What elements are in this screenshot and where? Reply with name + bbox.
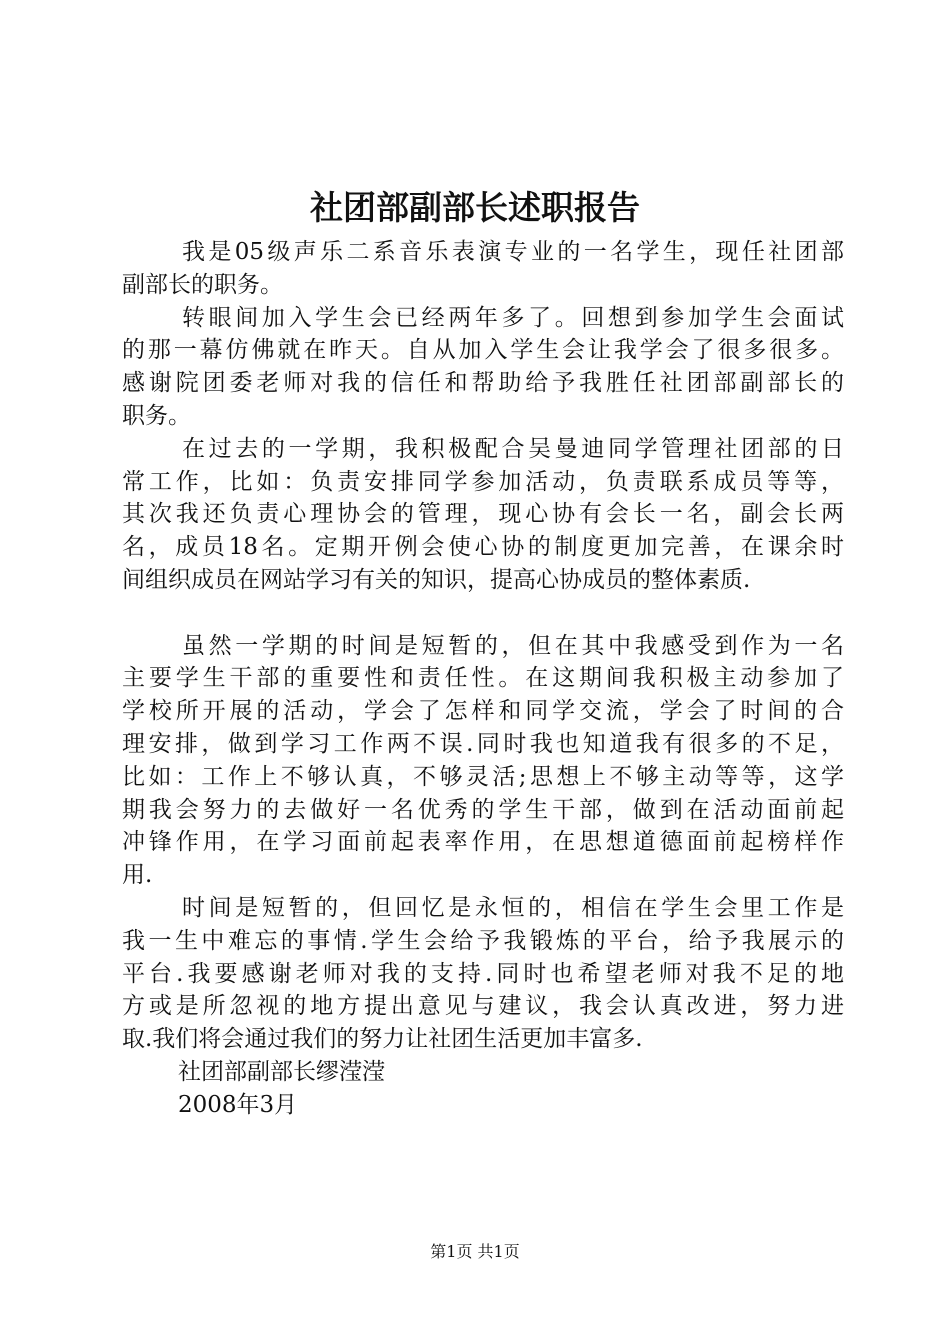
paragraph-line: 取.我们将会通过我们的努力让社团生活更加丰富多. xyxy=(122,1026,643,1053)
paragraph-line: 常工作，比如：负责安排同学参加活动，负责联系成员等等， xyxy=(122,468,844,495)
paragraph-line: 学校所开展的活动，学会了怎样和同学交流，学会了时间的合 xyxy=(122,698,844,725)
paragraph-line: 职务。 xyxy=(122,402,191,429)
document-title: 社团部副部长述职报告 xyxy=(310,188,640,227)
paragraph-line: 其次我还负责心理协会的管理，现心协有会长一名，副会长两 xyxy=(122,501,844,528)
paragraph-line: 感谢院团委老师对我的信任和帮助给予我胜任社团部副部长的 xyxy=(122,370,844,397)
paragraph-line: 时间是短暂的，但回忆是永恒的，相信在学生会里工作是 xyxy=(182,894,844,921)
paragraph-line: 用. xyxy=(122,862,153,889)
paragraph-closing xyxy=(122,892,844,1056)
paragraph-line: 的那一幕仿佛就在昨天。自从加入学生会让我学会了很多很多。 xyxy=(122,337,844,364)
paragraph-line: 在过去的一学期，我积极配合吴曼迪同学管理社团部的日 xyxy=(182,435,844,462)
paragraph-line: 名，成员18名。定期开例会使心协的制度更加完善，在课余时 xyxy=(122,534,844,561)
paragraph-line: 平台.我要感谢老师对我的支持.同时也希望老师对我不足的地 xyxy=(122,960,844,987)
paragraph-past-semester xyxy=(122,433,844,597)
signature-date: 2008年3月 xyxy=(178,1091,298,1118)
paragraph-line: 期我会努力的去做好一名优秀的学生干部，做到在活动面前起 xyxy=(122,796,844,823)
paragraph-line: 比如：工作上不够认真，不够灵活;思想上不够主动等等，这学 xyxy=(122,763,844,790)
paragraph-line: 理安排，做到学习工作两不误.同时我也知道我有很多的不足， xyxy=(122,730,844,757)
paragraph-line: 副部长的职务。 xyxy=(122,271,283,298)
paragraph-spacer xyxy=(122,597,844,630)
paragraph-intro xyxy=(122,236,844,302)
paragraph-line: 我是05级声乐二系音乐表演专业的一名学生，现任社团部 xyxy=(182,239,844,265)
paragraph-line: 虽然一学期的时间是短暂的，但在其中我感受到作为一名 xyxy=(182,632,844,659)
paragraph-line: 间组织成员在网站学习有关的知识，提高心协成员的整体素质. xyxy=(122,566,751,593)
paragraph-line: 冲锋作用，在学习面前起表率作用，在思想道德面前起榜样作 xyxy=(122,829,844,856)
paragraph-line: 方或是所忽视的地方提出意见与建议，我会认真改进，努力进 xyxy=(122,993,844,1020)
paragraph-reflection xyxy=(122,630,844,892)
paragraph-joining xyxy=(122,302,844,433)
paragraph-line: 转眼间加入学生会已经两年多了。回想到参加学生会面试 xyxy=(182,304,844,331)
paragraph-line: 主要学生干部的重要性和责任性。在这期间我积极主动参加了 xyxy=(122,665,844,692)
paragraph-line: 我一生中难忘的事情.学生会给予我锻炼的平台，给予我展示的 xyxy=(122,927,844,954)
page-footer: 第1页 共1页 xyxy=(430,1242,520,1261)
document-body xyxy=(122,236,844,1122)
signature: 社团部副部长缪滢滢 xyxy=(178,1058,385,1085)
